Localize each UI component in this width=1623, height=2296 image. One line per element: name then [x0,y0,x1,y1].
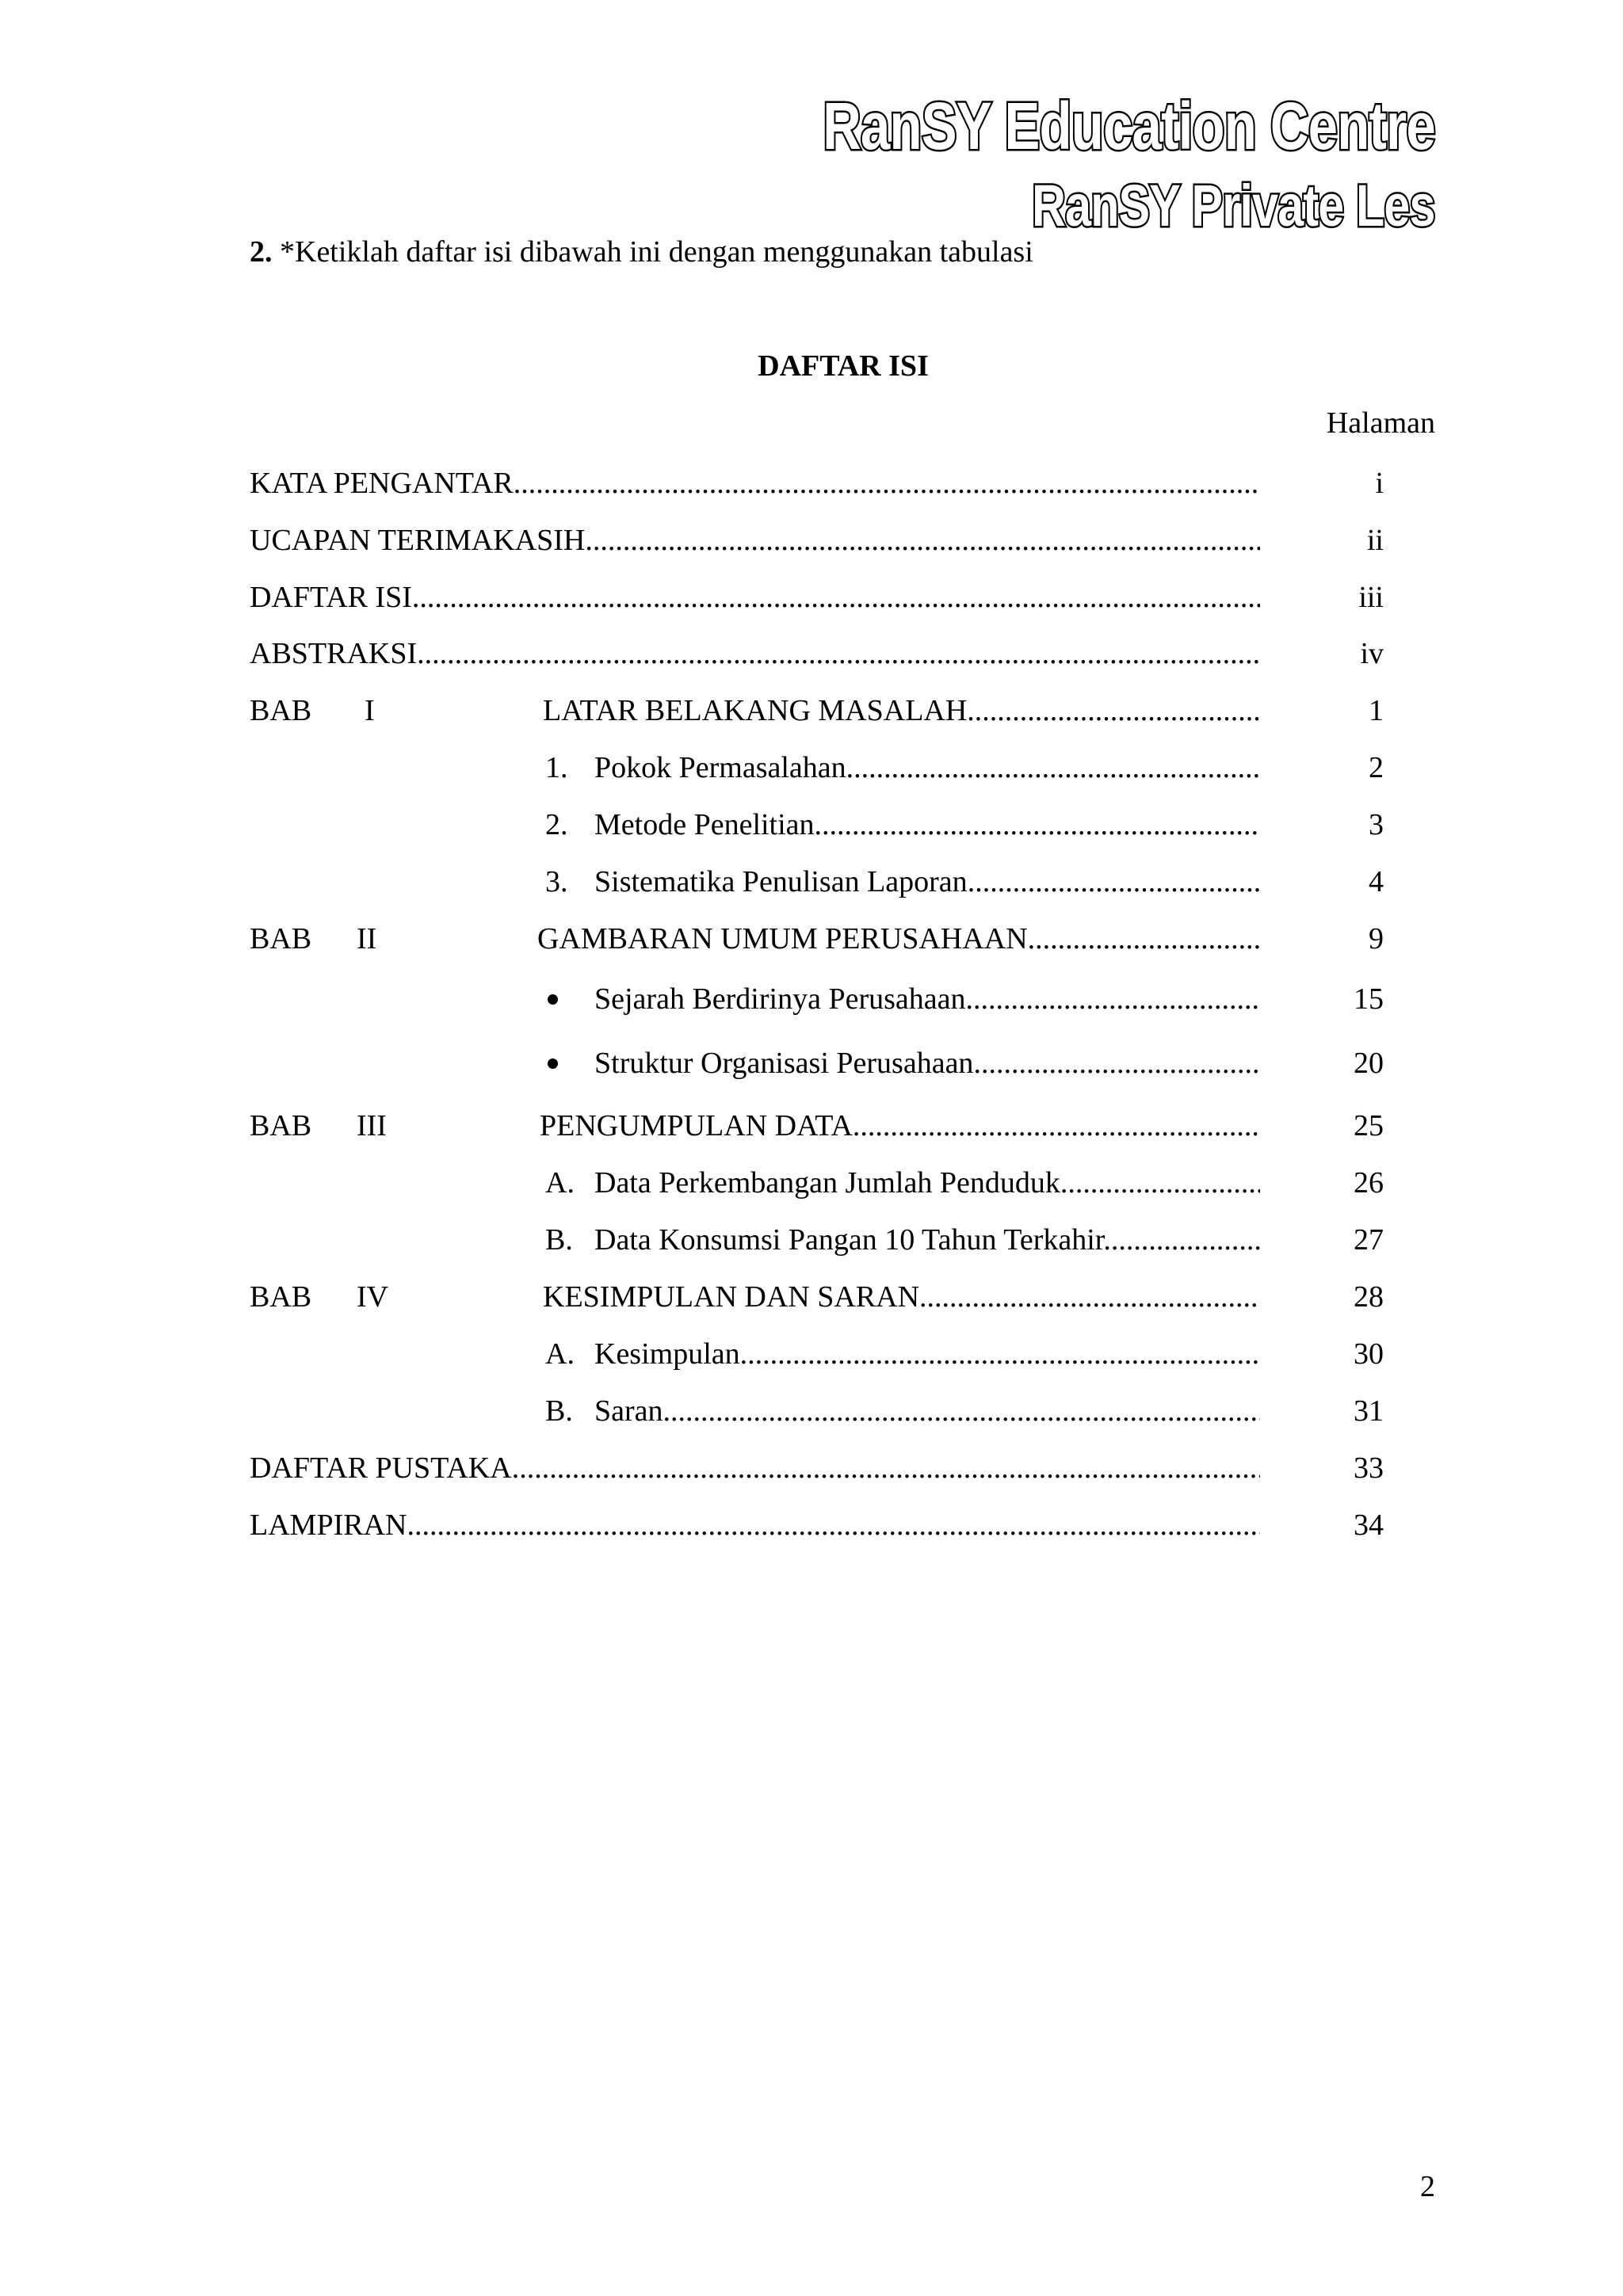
toc-page: 3 [1369,808,1384,841]
toc-label: KATA PENGANTAR [250,467,514,500]
instruction-body: *Ketiklah daftar isi dibawah ini dengan menggunakan tabulasi [272,235,1033,269]
toc-page: 27 [1354,1223,1384,1257]
toc-row-subitem [0,1220,1623,1260]
item-marker: B. [545,1394,573,1428]
instruction-text [250,235,1033,269]
toc-label: UCAPAN TERIMAKASIH [250,524,586,557]
toc-row-front [0,578,1623,617]
toc-row-subitem [0,979,1623,1019]
dot-leader [412,581,1260,614]
chapter-number: I [365,694,375,727]
dot-leader [919,1280,1260,1314]
chapter-number: II [357,922,377,955]
toc-label: Data Konsumsi Pangan 10 Tahun Terkahir [594,1223,1104,1257]
toc-page: 25 [1354,1109,1384,1142]
dot-leader [967,694,1260,727]
dot-leader [663,1394,1260,1428]
page-number: 2 [1420,2170,1435,2203]
leader-wrap [250,1505,1260,1545]
item-marker: 1. [545,751,568,784]
toc-page: i [1375,467,1384,500]
toc-row-front [0,634,1623,673]
leader-wrap [250,463,1260,503]
leader-wrap [543,691,1260,730]
toc-label: Saran [594,1394,663,1428]
toc-row-subitem [0,1043,1623,1083]
toc-row-front [0,521,1623,560]
item-marker: B. [545,1223,573,1257]
toc-page: ii [1366,524,1384,557]
toc-page: 15 [1354,982,1384,1016]
chapter-bab: BAB [250,1109,312,1142]
toc-label: PENGUMPULAN DATA [540,1109,853,1142]
dot-leader [514,467,1260,500]
toc-row-subitem [0,1391,1623,1431]
toc-row-subitem [0,1334,1623,1374]
leader-wrap [594,1043,1260,1083]
chapter-number: III [357,1109,387,1142]
leader-wrap [250,1448,1260,1488]
toc-title: DAFTAR ISI [758,349,929,383]
brand-logo-line2: RanSY Private Les [1032,173,1435,238]
brand-logo-line1: RanSY Education Centre [823,89,1435,163]
item-marker: A. [545,1166,575,1199]
dot-leader [846,751,1260,784]
toc-page: 26 [1354,1166,1384,1199]
toc-label: DAFTAR ISI [250,581,412,614]
toc-row-chapter [0,1277,1623,1317]
instruction-number: 2. [250,235,273,269]
toc-page: iii [1358,581,1384,614]
toc-label: Sistematika Penulisan Laporan [594,865,968,898]
item-marker: A. [545,1337,575,1371]
chapter-bab: BAB [250,694,312,727]
toc-page: 1 [1369,694,1384,727]
leader-wrap [594,748,1260,788]
leader-wrap [594,805,1260,845]
toc-label: Sejarah Berdirinya Perusahaan [594,982,966,1016]
dot-leader [1028,922,1260,955]
leader-wrap [540,1106,1260,1146]
item-marker: 3. [545,865,568,898]
leader-wrap [594,862,1260,902]
page-column-header: Halaman [1326,406,1435,440]
toc-label: ABSTRAKSI [250,637,418,670]
leader-wrap [543,1277,1260,1317]
item-marker: 2. [545,808,568,841]
dot-leader [1060,1166,1260,1199]
dot-leader [1103,1223,1260,1257]
dot-leader [853,1109,1260,1142]
toc-row-chapter [0,1106,1623,1146]
toc-label: GAMBARAN UMUM PERUSAHAAN [537,922,1028,955]
toc-label: LAMPIRAN [250,1508,407,1542]
leader-wrap [250,521,1260,560]
dot-leader [973,1047,1260,1080]
dot-leader [512,1451,1260,1485]
toc-row-subitem [0,1163,1623,1203]
toc-label: Struktur Organisasi Perusahaan [594,1047,974,1080]
dot-leader [740,1337,1260,1371]
bullet-icon [548,1058,558,1069]
toc-label: DAFTAR PUSTAKA [250,1451,512,1485]
toc-label: Metode Penelitian [594,808,815,841]
toc-row-chapter [0,691,1623,730]
leader-wrap [594,1220,1260,1260]
leader-wrap [537,919,1260,959]
dot-leader [966,982,1261,1016]
chapter-number: IV [357,1280,389,1314]
toc-row-back [0,1448,1623,1488]
toc-page: iv [1360,637,1384,670]
toc-row-front [0,463,1623,503]
toc-label: Pokok Permasalahan [594,751,846,784]
toc-label: Kesimpulan [594,1337,740,1371]
leader-wrap [250,578,1260,617]
bullet-icon [548,994,558,1005]
leader-wrap [594,1391,1260,1431]
leader-wrap [594,1334,1260,1374]
dot-leader [968,865,1260,898]
toc-page: 4 [1369,865,1384,898]
toc-page: 30 [1354,1337,1384,1371]
toc-row-back [0,1505,1623,1545]
dot-leader [407,1508,1260,1542]
toc-page: 33 [1354,1451,1384,1485]
toc-page: 34 [1354,1508,1384,1542]
toc-label: Data Perkembangan Jumlah Penduduk [594,1166,1060,1199]
leader-wrap [594,1163,1260,1203]
leader-wrap [594,979,1260,1019]
toc-row-subitem [0,862,1623,902]
dot-leader [815,808,1260,841]
toc-label: KESIMPULAN DAN SARAN [543,1280,920,1314]
toc-page: 9 [1369,922,1384,955]
dot-leader [417,637,1260,670]
toc-row-chapter [0,919,1623,959]
toc-page: 2 [1369,751,1384,784]
toc-page: 20 [1354,1047,1384,1080]
toc-page: 28 [1354,1280,1384,1314]
toc-row-subitem [0,805,1623,845]
chapter-bab: BAB [250,1280,312,1314]
chapter-bab: BAB [250,922,312,955]
toc-row-subitem [0,748,1623,788]
toc-page: 31 [1354,1394,1384,1428]
leader-wrap [250,634,1260,673]
toc-label: LATAR BELAKANG MASALAH [543,694,968,727]
dot-leader [585,524,1260,557]
